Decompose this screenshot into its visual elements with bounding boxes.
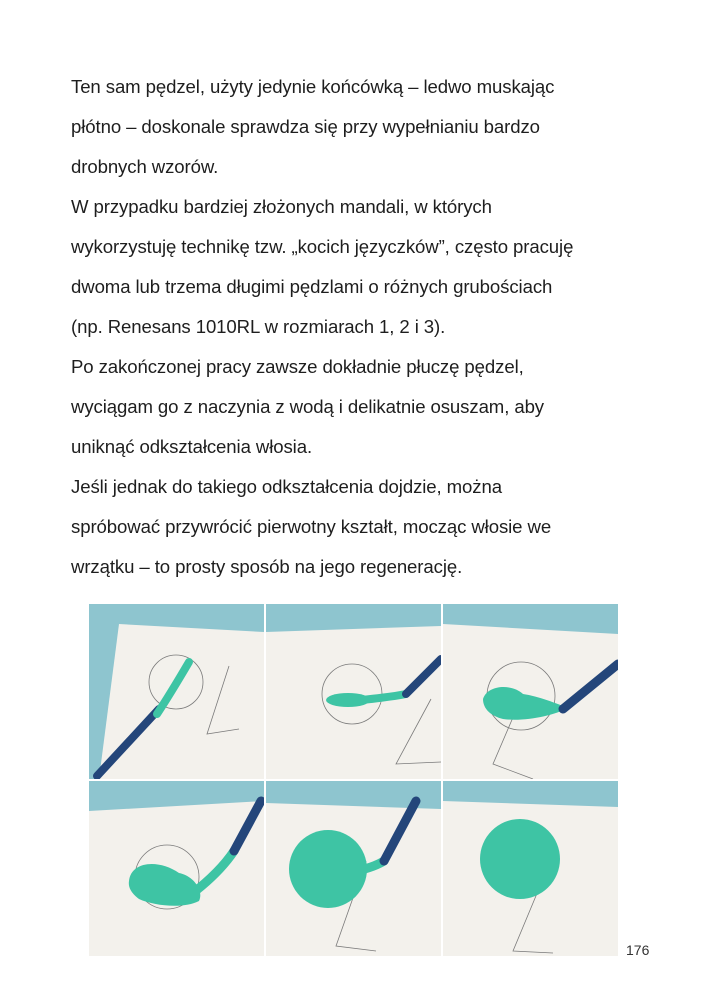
painting-steps-photo-grid — [89, 604, 618, 955]
text-line: spróbować przywrócić pierwotny kształt, mocząc włosie we — [71, 516, 552, 537]
text-line: Jeśli jednak do takiego odkształcenia dojdzie, można — [71, 476, 502, 497]
step-photo-1 — [89, 604, 264, 779]
text-line: W przypadku bardziej złożonych mandali, w których — [71, 196, 492, 217]
step-photo-6 — [443, 781, 618, 956]
step-photo-2 — [266, 604, 441, 779]
step-photo-5 — [266, 781, 441, 956]
text-line: wykorzystuję technikę tzw. „kocich języczków”, często pracuję — [71, 236, 574, 257]
text-line: dwoma lub trzema długimi pędzlami o różnych grubościach — [71, 276, 553, 297]
text-line: Po zakończonej pracy zawsze dokładnie płuczę pędzel, — [71, 356, 524, 377]
text-line: wrzątku – to prosty sposób na jego regenerację. — [71, 556, 463, 577]
step-photo-4 — [89, 781, 264, 956]
body-text — [71, 67, 651, 587]
text-line: płótno – doskonale sprawdza się przy wypełnianiu bardzo — [71, 116, 540, 137]
text-line: wyciągam go z naczynia z wodą i delikatnie osuszam, aby — [71, 396, 545, 417]
page-number: 176 — [626, 942, 650, 958]
text-line: uniknąć odkształcenia włosia. — [71, 436, 313, 457]
text-line: (np. Renesans 1010RL w rozmiarach 1, 2 i 3). — [71, 316, 446, 337]
text-line: Ten sam pędzel, użyty jedynie końcówką – ledwo muskając — [71, 76, 555, 97]
step-photo-3 — [443, 604, 618, 779]
text-line: drobnych wzorów. — [71, 156, 219, 177]
